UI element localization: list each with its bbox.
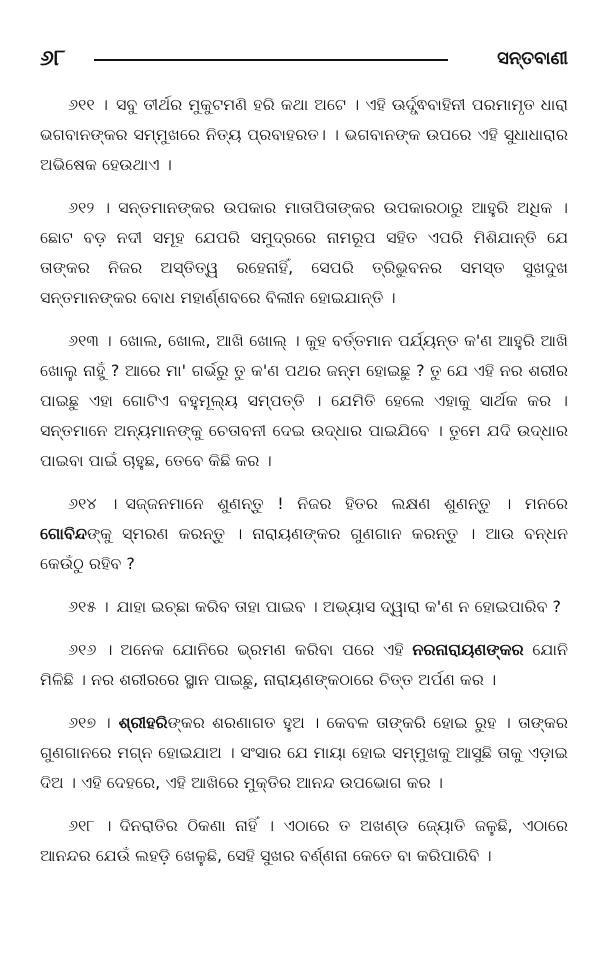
verse-paragraph [40,193,568,313]
verse-paragraph [40,811,568,871]
verse-number: ୬୧୭ । [68,713,111,732]
verse-number: ୬୧୩ । [68,331,112,350]
verse-text: ଙ୍କୁ ସ୍ମରଣ କରନ୍ତୁ । ନାରାୟଣଙ୍କର ଗୁଣଗାନ କରନ୍ତୁ । ଆଉ ବନ୍ଧନ କେଉଁଠୁ ରହିବ ? [40,524,568,573]
verse-paragraph [40,489,568,579]
verse-number: ୬୧୮ । [68,816,112,835]
verse-text: ସଜ୍ଜନମାନେ ଶୁଣନ୍ତୁ ! ନିଜର ହିତର ଲକ୍ଷଣ ଶୁଣନ୍ତୁ । ମନରେ [125,494,568,513]
verse-text: ସନ୍ତମାନଙ୍କର ଉପକାର ମାତାପିତାଙ୍କର ଉପକାରଠାରୁ ଆହୁରି ଅଧିକ । ଛୋଟ ବଡ଼ ନଦୀ ସମୂହ ଯେପରି ସମୁଦ୍ରରେ ନାମରୂପ ସହିତ ଏପରି ମିଶିଯାନ୍ତି ଯେ ତାଙ୍କର ନିଜର ଅସ୍ତିତ୍ୱ ରହେନାହିଁ, ସେପରି ତ୍ରିଭୁବନର ସମସ୍ତ ସୁଖଦୁଖ ସନ୍ତମାନଙ୍କର ବୋଧ ମହାର୍ଣ୍ଣବରେ ବିଲୀନ ହୋଇଯାନ୍ତି । [40,198,569,307]
verse-number: ୬୧୨ । [68,198,111,217]
verse-text: ଦିନରାତିର ଠିକଣା ନାହିଁ । ଏଠାରେ ତ ଅଖଣ୍ଡ ଜ୍ୟୋତି ଜଳୁଛି, ଏଠାରେ ଆନନ୍ଦର ଯେଉଁ ଲହଡ଼ି ଖେଳୁଛି, ସେହି ସୁଖର ବର୍ଣ୍ଣନା କେତେ ବା କରିପାରିବି । [40,816,568,865]
verse-number: ୬୧୧ । [68,95,108,114]
verse-number: ୬୧୪ । [68,494,118,513]
page-content [40,90,568,884]
verse-number: ୬୧୬ । [68,640,113,659]
verse-paragraph [40,635,568,695]
verse-text: ଖୋଲ, ଖୋଲ, ଆଖି ଖୋଲ୍ । କୁହ ବର୍ତ୍ତମାନ ପର୍ଯ୍ୟନ୍ତ କ'ଣ ଆହୁରି ଆଖି ଖୋଲୁ ନାହୁଁ ? ଆରେ ମା' ଗର୍ଭରୁ ତୁ କ'ଣ ପଥର ଜନ୍ମ ହୋଇଛୁ ? ତୁ ଯେ ଏହି ନର ଶରୀର ପାଇଛୁ ଏହା ଗୋଟିଏ ବହୁମୂଲ୍ୟ ସମ୍ପତ୍ତି । ଯେମିତି ହେଲେ ଏହାକୁ ସାର୍ଥକ କର । ସନ୍ତମାନେ ଅନ୍ୟମାନଙ୍କୁ ଚେତାବନୀ ଦେଇ ଉଦ୍ଧାର ପାଇଯିବେ । ତୁମେ ଯଦି ଉଦ୍ଧାର ପାଇବା ପାଇଁ ଚାହୁଛ, ତେବେ କିଛି କର । [40,331,568,470]
page-header [40,44,568,74]
verse-paragraph [40,592,568,622]
emphasized-name: ଗୋବିନ୍ଦ [40,524,87,543]
verse-text: ଅନେକ ଯୋନିରେ ଭ୍ରମଣ କରିବା ପରେ ଏହି [120,640,413,659]
verse-text: ଯାହା ଇଚ୍ଛା କରିବ ତାହା ପାଇବ । ଅଭ୍ୟାସ ଦ୍ୱାରା କ'ଣ ନ ହୋଇପାରିବ ? [116,597,561,616]
verse-text: ଙ୍କର ଶରଣାଗତ ହୁଅ । କେବଳ ତାଙ୍କରି ହୋଇ ରୁହ । ତାଙ୍କର ଗୁଣଗାନରେ ମଗ୍ନ ହୋଇଯାଅ । ସଂସାର ଯେ ମାୟା ହୋଇ ସମ୍ମୁଖକୁ ଆସୁଛି ତାକୁ ଏଡ଼ାଇ ଦିଅ । ଏହି ଦେହରେ, ଏହି ଆଖିରେ ମୁକ୍ତିର ଆନନ୍ଦ ଉପଭୋଗ କର । [40,713,569,792]
book-title: ସନ୍ତବାଣୀ [497,48,568,69]
verse-paragraph [40,90,568,180]
verse-paragraph [40,708,568,798]
header-rule [94,59,448,61]
emphasized-name: ନରନାରାୟଣଙ୍କର [412,640,524,659]
verse-number: ୬୧୫ । [68,597,109,616]
verse-text: ସବୁ ତୀର୍ଥର ମୁକୁଟମଣି ହରି କଥା ଅଟେ । ଏହି ଊର୍ଦ୍ଧ୍ଵବାହିନୀ ପରମାମୃତ ଧାରା ଭଗବାନଙ୍କର ସମ୍ମୁଖରେ ନିତ୍ୟ ପ୍ରବାହରତ। । ଭଗବାନଙ୍କ ଉପରେ ଏହି ସୁଧାଧାରାର ଅଭିଷେକ ହେଉଥାଏ । [40,95,568,174]
emphasized-name: ଶ୍ରୀହରି [118,713,168,732]
verse-text: ଯୋନି ମିଳିଛି । ନର ଶରୀରରେ ସ୍ଥାନ ପାଇଛୁ, ନାରାୟଣଙ୍କଠାରେ ଚିତ୍ତ ଅର୍ପଣ କର । [40,640,569,689]
verse-paragraph [40,326,568,476]
page-number: ୬୮ [40,46,66,71]
